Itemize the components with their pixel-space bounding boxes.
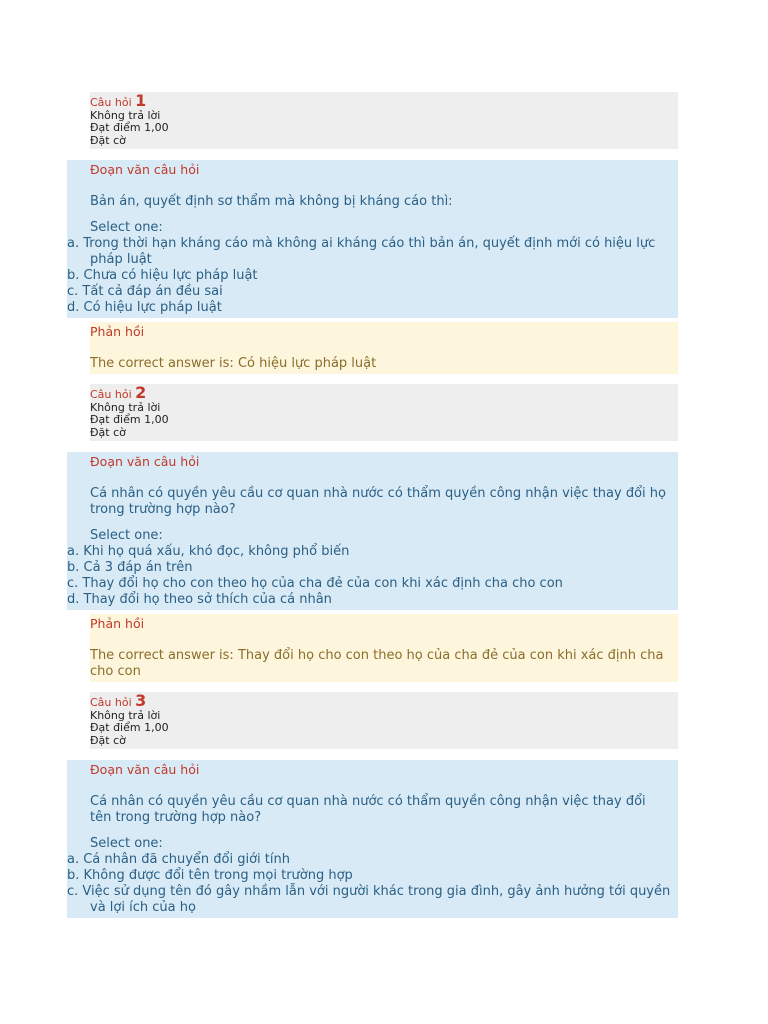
- question-text-heading: Đoạn văn câu hỏi: [90, 162, 200, 177]
- answer-list: [67, 852, 672, 916]
- answer-option[interactable]: b. Cả 3 đáp án trên: [67, 560, 193, 575]
- answer-option[interactable]: d. Thay đổi họ theo sở thích của cá nhân: [67, 592, 332, 607]
- answer-option[interactable]: c. Tất cả đáp án đều sai: [67, 284, 223, 299]
- flag-question-link[interactable]: Đặt cờ: [90, 133, 126, 147]
- answer-option[interactable]: a. Khi họ quá xấu, khó đọc, không phổ biến: [67, 544, 350, 559]
- question-label: Câu hỏi: [90, 696, 132, 709]
- question-content: [67, 452, 678, 610]
- question-info: [90, 384, 678, 441]
- flag-question-link[interactable]: Đặt cờ: [90, 425, 126, 439]
- correct-answer-text: The correct answer is: Thay đổi họ cho con theo họ của cha đẻ của con khi xác định cha cho con: [90, 648, 664, 679]
- question-status: Không trả lời: [90, 400, 161, 414]
- answer-option[interactable]: c. Thay đổi họ cho con theo họ của cha đẻ của con khi xác định cha cho con: [67, 576, 563, 591]
- answer-option[interactable]: a. Trong thời hạn kháng cáo mà không ai kháng cáo thì bản án, quyết định mới có hiệu lực pháp luật: [67, 236, 656, 267]
- answer-option[interactable]: d. Có hiệu lực pháp luật: [67, 300, 222, 315]
- question-label: Câu hỏi: [90, 96, 132, 109]
- answer-list: [67, 236, 672, 316]
- question-number: 2: [135, 383, 147, 402]
- feedback-box: [90, 614, 678, 682]
- correct-answer-text: The correct answer is: Có hiệu lực pháp luật: [90, 356, 377, 371]
- question-points: Đạt điểm 1,00: [90, 121, 169, 134]
- question-info: [90, 92, 678, 149]
- select-one-prompt: Select one:: [90, 220, 163, 235]
- answer-option[interactable]: a. Cá nhân đã chuyển đổi giới tính: [67, 852, 290, 867]
- quiz-page: [0, 92, 768, 918]
- question-content: [67, 160, 678, 318]
- feedback-heading: Phản hồi: [90, 616, 145, 631]
- question-number: 1: [135, 91, 147, 110]
- question-points: Đạt điểm 1,00: [90, 413, 169, 426]
- select-one-prompt: Select one:: [90, 528, 163, 543]
- answer-list: [67, 544, 672, 608]
- answer-option[interactable]: b. Chưa có hiệu lực pháp luật: [67, 268, 258, 283]
- question-text-heading: Đoạn văn câu hỏi: [90, 762, 200, 777]
- select-one-prompt: Select one:: [90, 836, 163, 851]
- flag-question-link[interactable]: Đặt cờ: [90, 733, 126, 747]
- feedback-heading: Phản hồi: [90, 324, 145, 339]
- question-info: [90, 692, 678, 749]
- feedback-box: [90, 322, 678, 374]
- question-text-heading: Đoạn văn câu hỏi: [90, 454, 200, 469]
- answer-option[interactable]: c. Việc sử dụng tên đó gây nhầm lẫn với người khác trong gia đình, gây ảnh hưởng tới quyền và lợi ích của họ: [67, 884, 671, 915]
- question-content: [67, 760, 678, 918]
- question-label: Câu hỏi: [90, 388, 132, 401]
- question-text: Bản án, quyết định sơ thẩm mà không bị kháng cáo thì:: [90, 194, 453, 209]
- question-status: Không trả lời: [90, 708, 161, 722]
- question-number: 3: [135, 691, 147, 710]
- question-status: Không trả lời: [90, 108, 161, 122]
- question-text: Cá nhân có quyền yêu cầu cơ quan nhà nước có thẩm quyền công nhận việc thay đổi họ trong trường hợp nào?: [90, 486, 666, 517]
- question-text: Cá nhân có quyền yêu cầu cơ quan nhà nước có thẩm quyền công nhận việc thay đổi tên trong trường hợp nào?: [90, 794, 646, 825]
- answer-option[interactable]: b. Không được đổi tên trong mọi trường hợp: [67, 868, 353, 883]
- question-points: Đạt điểm 1,00: [90, 721, 169, 734]
